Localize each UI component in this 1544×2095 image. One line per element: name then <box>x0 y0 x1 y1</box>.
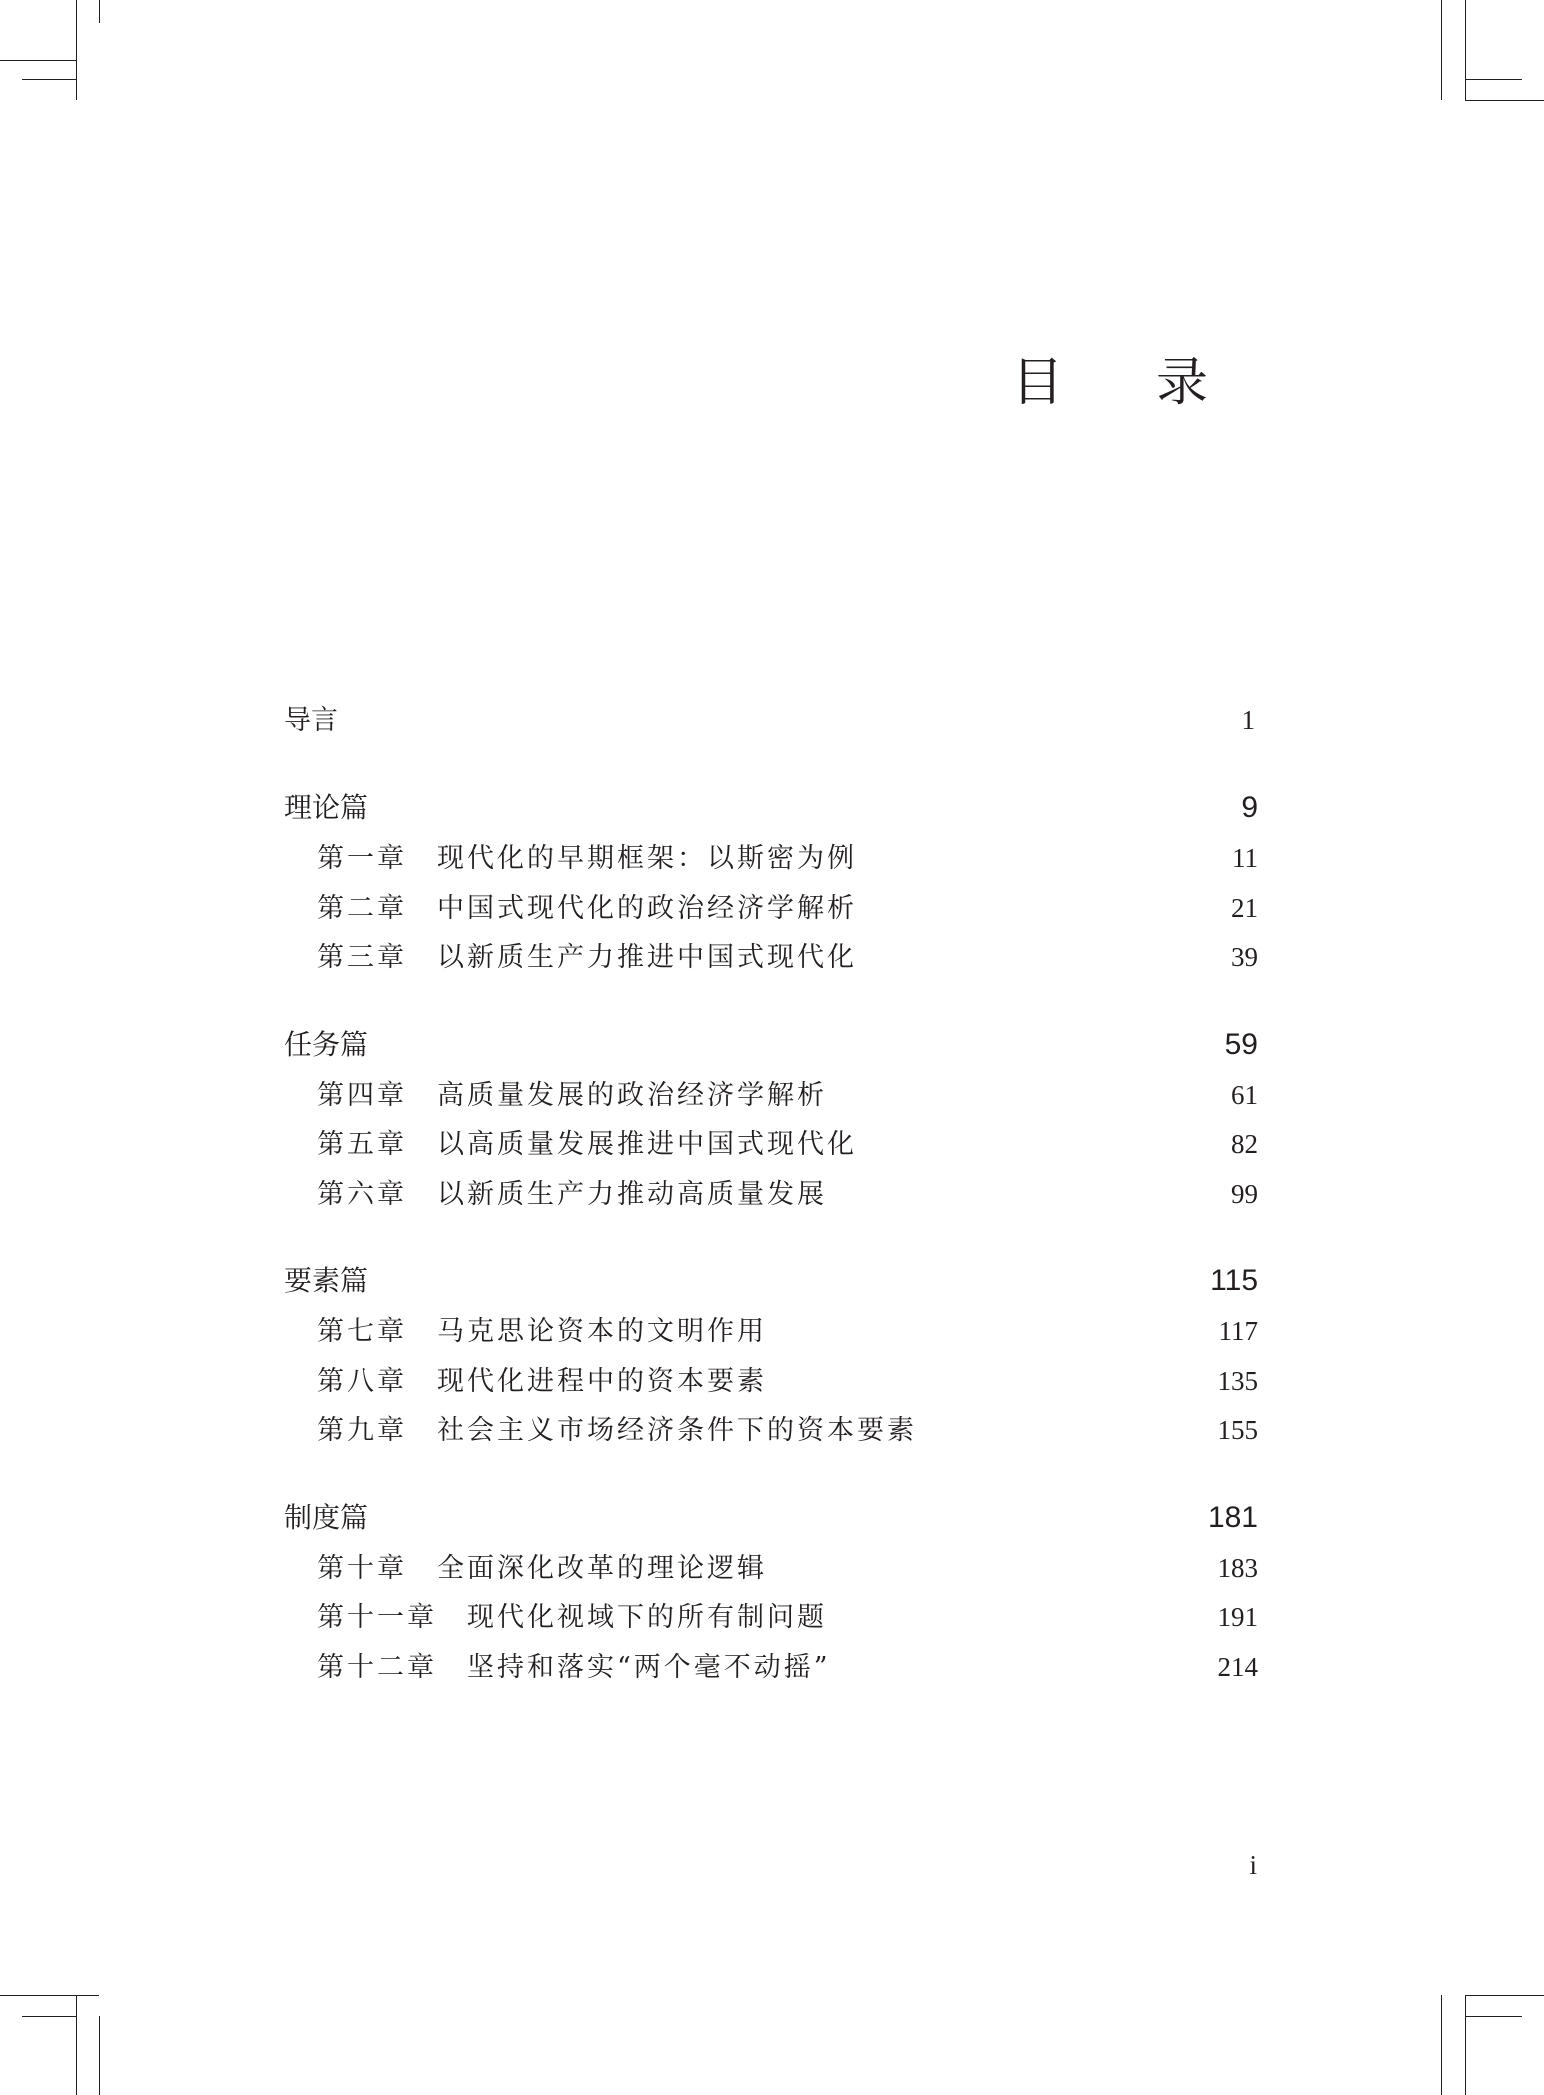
toc-chapter-entry[interactable] <box>284 1309 1258 1359</box>
crop-mark <box>22 79 76 80</box>
chapter-number: 第十二章 <box>317 1651 437 1683</box>
toc-chapter-entry[interactable] <box>284 1122 1258 1172</box>
chapter-number: 第五章 <box>317 1129 407 1160</box>
chapter-number: 第十一章 <box>317 1602 437 1633</box>
chapter-number: 第四章 <box>317 1079 407 1111</box>
chapter-title: 现代化的早期框架：以斯密为例 <box>437 843 857 874</box>
crop-mark <box>1465 100 1544 101</box>
toc-page-number: 115 <box>1210 1264 1258 1297</box>
chapter-title: 以新质生产力推进中国式现代化 <box>437 942 857 973</box>
toc-chapter-entry[interactable] <box>284 1073 1258 1123</box>
crop-mark <box>76 0 77 100</box>
crop-mark <box>0 60 76 61</box>
crop-mark <box>1465 2016 1522 2017</box>
chapter-title: 高质量发展的政治经济学解析 <box>437 1079 827 1111</box>
crop-mark <box>1465 79 1522 80</box>
toc-part <box>284 1023 1258 1222</box>
toc-chapter-entry[interactable] <box>284 886 1258 936</box>
toc-entry-intro[interactable] <box>284 698 1258 748</box>
chapter-title: 以新质生产力推动高质量发展 <box>437 1178 827 1210</box>
toc-part <box>284 1259 1258 1458</box>
page-title: 目 录 <box>1011 353 1246 413</box>
toc-part-heading[interactable] <box>284 1023 1258 1073</box>
toc-part-heading[interactable] <box>284 1259 1258 1309</box>
crop-mark <box>1441 0 1442 100</box>
toc-chapter-entry[interactable] <box>284 1546 1258 1596</box>
toc-page-number: 59 <box>1224 1027 1258 1061</box>
toc-part <box>284 1496 1258 1695</box>
crop-mark <box>1465 1995 1544 1996</box>
toc-chapter-entry[interactable] <box>284 1172 1258 1222</box>
toc-page-number: 11 <box>1232 843 1258 873</box>
chapter-number: 第三章 <box>317 942 407 973</box>
toc-part-heading[interactable] <box>284 786 1258 836</box>
chapter-number: 第九章 <box>317 1415 407 1446</box>
chapter-title: 坚持和落实“两个毫不动摇” <box>467 1651 831 1683</box>
chapter-title: 现代化视域下的所有制问题 <box>467 1602 827 1633</box>
toc-page-number: 9 <box>1241 791 1258 824</box>
chapter-number: 第八章 <box>317 1365 407 1397</box>
toc-chapter-entry[interactable] <box>284 1645 1258 1695</box>
toc-page-number: 135 <box>1217 1365 1258 1396</box>
chapter-title: 中国式现代化的政治经济学解析 <box>437 892 857 924</box>
crop-mark <box>76 1995 77 2095</box>
toc-page-number: 155 <box>1217 1415 1258 1445</box>
crop-mark <box>1465 0 1466 100</box>
chapter-number: 第二章 <box>317 892 407 924</box>
part-label: 要素篇 <box>284 1264 369 1297</box>
page-folio: i <box>1249 1850 1257 1880</box>
crop-mark <box>0 1995 99 1996</box>
toc-page-number: 181 <box>1207 1500 1258 1534</box>
crop-mark <box>1465 1995 1466 2095</box>
toc-page-number: 21 <box>1231 892 1258 923</box>
toc-page-number: 214 <box>1217 1651 1258 1682</box>
toc-chapter-entry[interactable] <box>284 935 1258 985</box>
crop-mark <box>99 2016 100 2095</box>
crop-mark <box>22 2016 76 2017</box>
toc-chapter-entry[interactable] <box>284 836 1258 886</box>
toc-page-number: 82 <box>1231 1129 1258 1159</box>
toc-entry-label: 导言 <box>284 705 338 736</box>
chapter-title: 马克思论资本的文明作用 <box>437 1316 767 1347</box>
toc-part <box>284 786 1258 985</box>
part-label: 理论篇 <box>284 791 369 824</box>
toc-page-number: 39 <box>1231 942 1258 972</box>
toc-page-number: 117 <box>1218 1316 1258 1346</box>
chapter-title: 全面深化改革的理论逻辑 <box>437 1552 767 1584</box>
toc-page-number: 183 <box>1217 1552 1258 1583</box>
toc-page-number: 191 <box>1217 1602 1258 1632</box>
crop-mark <box>1441 1995 1442 2095</box>
toc-chapter-entry[interactable] <box>284 1408 1258 1458</box>
chapter-title: 以高质量发展推进中国式现代化 <box>437 1129 857 1160</box>
chapter-number: 第十章 <box>317 1552 407 1584</box>
toc-chapter-entry[interactable] <box>284 1595 1258 1645</box>
part-label: 制度篇 <box>284 1500 369 1534</box>
chapter-title: 现代化进程中的资本要素 <box>437 1365 767 1397</box>
chapter-number: 第一章 <box>317 843 407 874</box>
part-label: 任务篇 <box>284 1027 369 1061</box>
toc-part-heading[interactable] <box>284 1496 1258 1546</box>
chapter-number: 第七章 <box>317 1316 407 1347</box>
toc-page-number: 99 <box>1231 1178 1258 1209</box>
toc-chapter-entry[interactable] <box>284 1359 1258 1409</box>
table-of-contents <box>284 698 1258 1694</box>
chapter-number: 第六章 <box>317 1178 407 1210</box>
crop-mark <box>99 0 100 23</box>
chapter-title: 社会主义市场经济条件下的资本要素 <box>437 1415 917 1446</box>
toc-page-number: 1 <box>1241 705 1255 735</box>
toc-page-number: 61 <box>1231 1079 1258 1110</box>
